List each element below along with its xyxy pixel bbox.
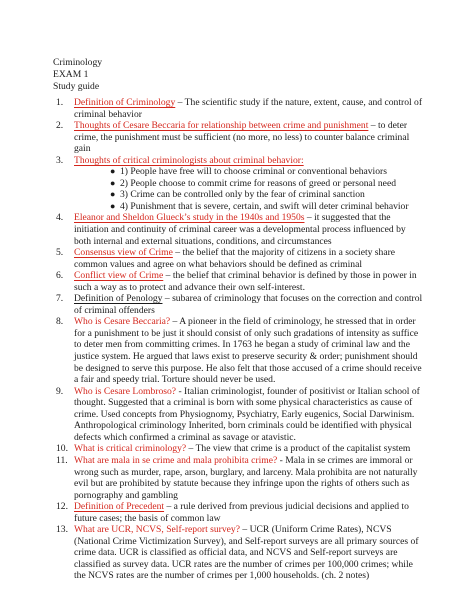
bullet-text: 4) Punishment that is severe, certain, and swift will deter criminal behavior (120, 200, 409, 212)
item-term: What are UCR, NCVS, Self-report survey? (74, 524, 240, 536)
item-number: 13. (56, 524, 68, 536)
doc-subtitle: Study guide (53, 81, 100, 92)
list-item (53, 316, 425, 385)
item-definition: – a rule derived from previous judicial decisions and applied to future cases; the basis of common law (74, 501, 409, 524)
study-guide-list (53, 97, 425, 582)
bullet-dot-icon: ● (110, 189, 116, 200)
item-number: 8. (56, 316, 64, 328)
bullet-dot-icon: ● (110, 177, 116, 188)
bullet-text: 1) People have free will to choose criminal or conventional behaviors (120, 166, 387, 178)
item-term: What is critical criminology? (74, 443, 187, 455)
item-definition: - Italian criminologist, founder of positivist or Italian school of thought. Suggested that a criminal is born with some physical characteristics as cause of crime. Used concepts from Physiognomy, Psychiatry, Early eugenics, Social Darwinism. Anthropological criminology Inherited, born criminals could be identified with physical defects which confirmed a criminal as savage or atavistic. (74, 385, 420, 443)
item-definition: – The view that crime is a product of the capitalist system (186, 443, 411, 455)
item-term: Who is Cesare Beccaria? (74, 316, 171, 328)
item-term: Conflict view of Crime (74, 270, 164, 282)
bullet-text: 3) Crime can be controlled only by the fear of criminal sanction (120, 189, 365, 201)
item-definition: – the belief that criminal behavior is defined by those in power in such a way as to protect and advance their own self-interest. (74, 270, 417, 293)
item-term: Definition of Penology (74, 293, 163, 305)
list-item (53, 293, 425, 316)
bullet-dot-icon: ● (110, 166, 116, 177)
item-definition: – to deter crime, the punishment must be sufficient (no more, no less) to counter balance criminal gain (74, 120, 410, 155)
item-number: 9. (56, 385, 64, 397)
document-header (53, 57, 102, 93)
item-number: 1. (56, 97, 64, 108)
bullet-item (74, 178, 425, 190)
bullet-text: 2) People choose to commit crime for reasons of greed or personal need (120, 177, 396, 189)
list-item (53, 524, 425, 582)
item-number: 5. (56, 247, 64, 259)
item-term: Who is Cesare Lombroso? (74, 385, 177, 397)
item-number: 3. (56, 154, 64, 166)
item-number: 2. (56, 120, 64, 132)
exam-label: EXAM 1 (53, 69, 89, 80)
item-number: 4. (56, 212, 64, 224)
item-definition: – A pioneer in the field of criminology, he stressed that in order for a punishment to be just it should consist of only such gradations of intensity as suffice to deter men from committing crimes. In 1763 he began a study of criminal law and the justice system. He argued that laws exist to preserve security & order; punishment should be designed to serve this purpose. He also felt that those accused of a crime should receive a fair and speedy trial. Torture should never be used. (74, 316, 422, 386)
course-title: Criminology (53, 57, 103, 68)
item-term: Eleanor and Sheldon Glueck’s study in the 1940s and 1950s (74, 212, 305, 224)
list-item (53, 455, 425, 501)
item-number: 12. (56, 501, 68, 513)
list-item (53, 120, 425, 155)
item-term: Definition of Criminology (74, 97, 176, 108)
bullet-dot-icon: ● (110, 200, 116, 211)
item-definition: – the belief that the majority of citizens in a society share common values and agree on what behaviors should be defined as criminal (74, 247, 396, 270)
item-number: 10. (56, 443, 68, 455)
item-definition: – it suggested that the initiation and continuity of criminal career was a developmental process influenced by both internal and external situations, conditions, and circumstances (74, 212, 406, 247)
list-item (53, 443, 425, 455)
list-item (53, 386, 425, 444)
bullet-item (74, 201, 425, 213)
list-item (53, 501, 425, 524)
bullet-item (74, 166, 425, 178)
list-item (53, 212, 425, 247)
item-number: 6. (56, 270, 64, 282)
item-definition: - Mala in se crimes are immoral or wrong such as murder, rape, arson, burglary, and larceny. Mala prohibita are not naturally evil but are prohibited by statute because they infringe upon the rights of others such as pornography and gambling (74, 454, 418, 501)
item-term: Thoughts of critical criminologists about criminal behavior: (74, 154, 304, 166)
list-item (53, 270, 425, 293)
item-definition: – The scientific study if the nature, extent, cause, and control of criminal behavior (74, 97, 423, 120)
item-number: 7. (56, 293, 64, 305)
item-term: Thoughts of Cesare Beccaria for relationship between crime and punishment (74, 120, 369, 132)
item-term: Definition of Precedent (74, 501, 165, 513)
bullet-item (74, 189, 425, 201)
item-definition: – UCR (Uniform Crime Rates), NCVS (National Crime Victimization Survey), and Self-report surveys are all primary sources of crime data. UCR is classified as official data, and NCVS and Self-report surveys are classified as survey data. UCR rates are the number of crimes per 100,000 crimes; while the NCVS rates are the number of crimes per 1,000 households. (ch. 2 notes) (74, 524, 419, 582)
list-item (53, 97, 425, 120)
list-item (53, 247, 425, 270)
item-definition: – subarea of criminology that focuses on the correction and control of criminal offenders (74, 293, 423, 316)
item-number: 11. (56, 454, 68, 466)
list-item (53, 155, 425, 213)
item-term: Consensus view of Crime (74, 247, 173, 259)
bullet-list (74, 166, 425, 212)
item-term: What are mala in se crime and mala prohibita crime? (74, 454, 278, 466)
